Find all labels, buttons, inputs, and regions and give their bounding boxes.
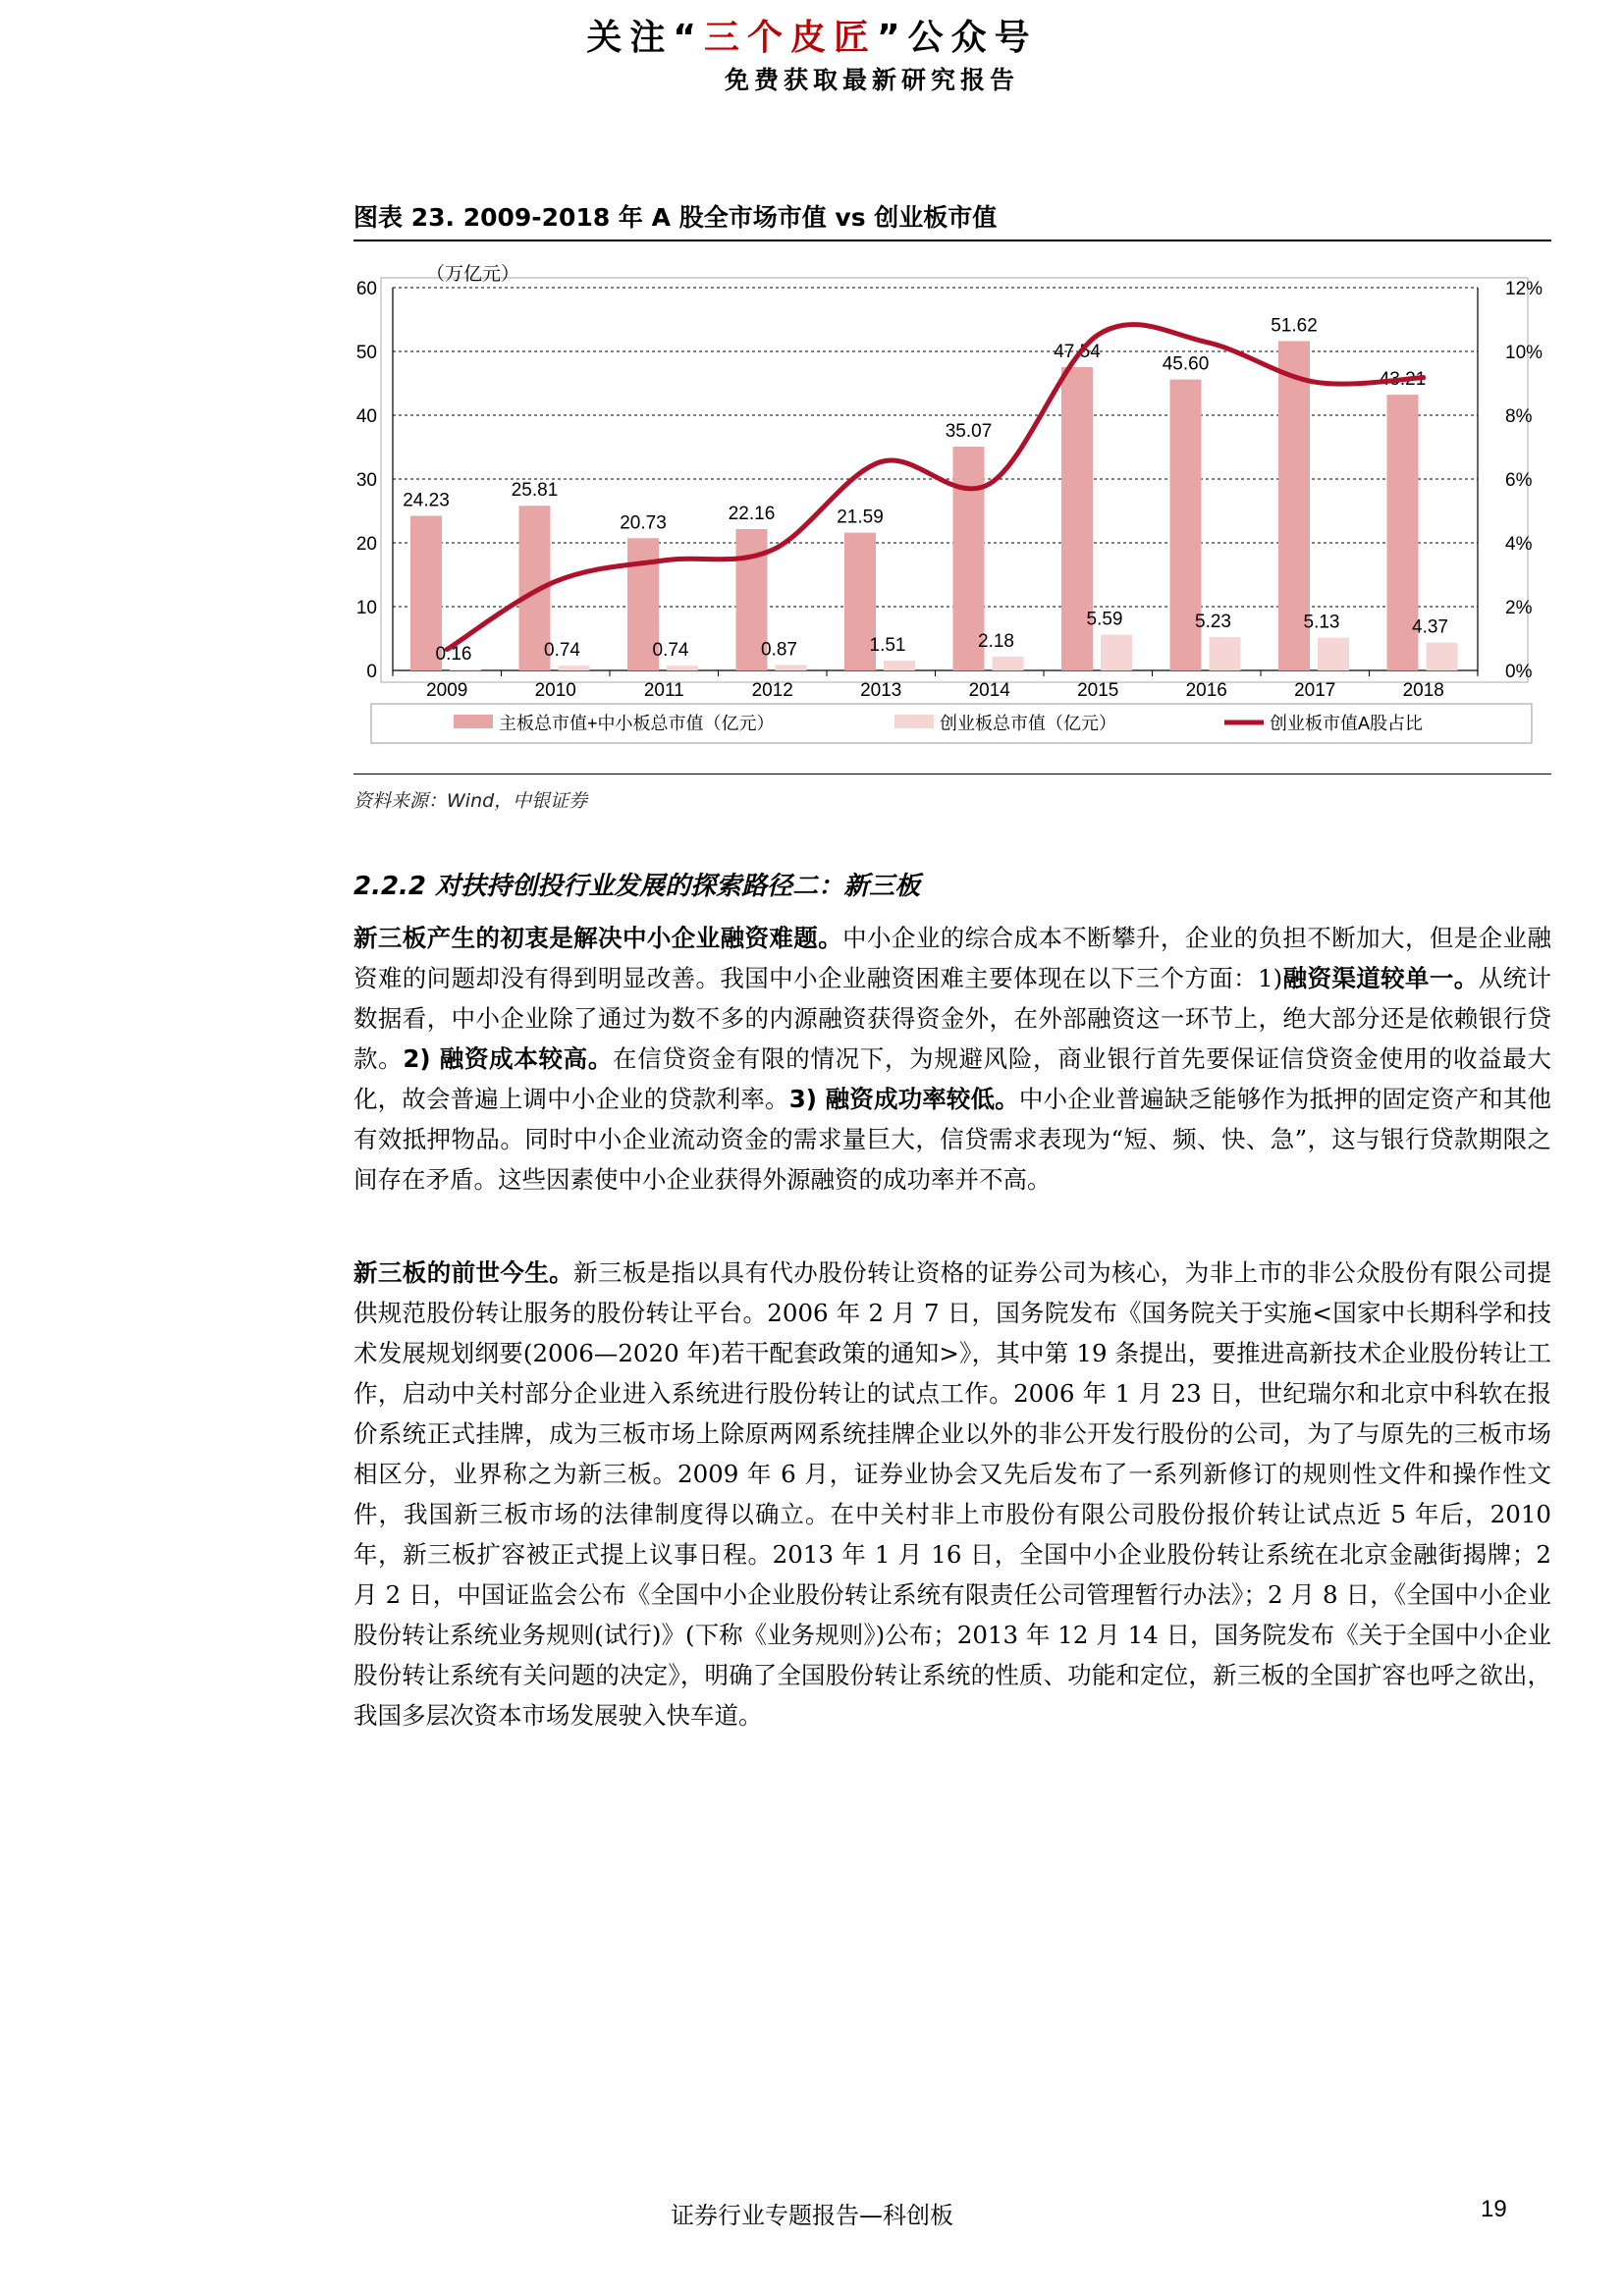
banner-subtitle: 免费获取最新研究报告	[724, 66, 1019, 94]
bar-main-label: 20.73	[620, 512, 667, 534]
bar-chinext-label: 0.74	[652, 640, 689, 662]
bar-chinext-label: 5.59	[1086, 609, 1123, 630]
body-text-2	[353, 1253, 1551, 1753]
bar-main-label: 25.81	[511, 480, 559, 502]
bold-run: 新三板的前世今生。	[353, 1258, 574, 1287]
y-left-tick-label: 60	[355, 279, 377, 299]
bar-main-label: 45.60	[1162, 353, 1210, 375]
bar-main-label: 47.54	[1054, 341, 1101, 362]
bar-chinext	[1101, 635, 1132, 670]
bar-chinext-label: 4.37	[1412, 616, 1448, 638]
legend-swatch-main	[454, 715, 493, 728]
bar-chinext	[667, 666, 698, 670]
y-right-tick-label: 8%	[1505, 406, 1533, 427]
y-right-tick-label: 2%	[1505, 598, 1533, 618]
legend-label-chinext: 创业板总市值（亿元）	[940, 714, 1116, 733]
y-left-tick-label: 40	[355, 406, 377, 427]
banner-prefix: 关注“	[586, 18, 704, 58]
y-right-tick-label: 4%	[1505, 534, 1533, 555]
y-right-tick-label: 10%	[1505, 343, 1543, 363]
y-right-tick-label: 6%	[1505, 470, 1533, 491]
text-run: 中小企业的综合成本不断攀升，企业的负担不断加大，但是企业融资难的问题却没有得到明显改善。我国中小企业融资困难主要体现在以下三个方面：1)	[353, 924, 1551, 992]
legend-swatch-chinext	[894, 715, 934, 728]
figure-top-rule	[353, 240, 1551, 241]
y-left-tick-label: 50	[355, 343, 377, 363]
text-run: 中小企业普遍缺乏能够作为抵押的固定资产和其他有效抵押物品。同时中小企业流动资金的需求量巨大，信贷需求表现为“短、频、快、急”，这与银行贷款期限之间存在矛盾。这些因素使中小企业获得外源融资的成功率并不高。	[353, 1085, 1552, 1194]
bar-main-label: 35.07	[945, 421, 993, 443]
x-tick-label: 2016	[1185, 680, 1227, 701]
body-text-1	[353, 918, 1551, 1217]
section-heading: 2.2.2 对扶持创投行业发展的探索路径二：新三板	[353, 872, 921, 901]
y-left-tick-label: 10	[355, 598, 377, 618]
x-tick-label: 2014	[968, 680, 1010, 701]
footer-title: 证券行业专题报告—科创板	[671, 2202, 953, 2229]
bold-run: 2) 融资成本较高。	[403, 1044, 614, 1073]
bold-run: 融资渠道较单一。	[1282, 964, 1479, 992]
y-left-tick-label: 30	[355, 470, 377, 491]
chart	[353, 250, 1551, 761]
figure-title: 图表 23. 2009-2018 年 A 股全市场市值 vs 创业板市值	[353, 203, 998, 232]
bar-chinext-label: 0.87	[761, 639, 797, 661]
bar-chinext	[1427, 643, 1458, 670]
bar-main-label: 22.16	[728, 503, 776, 524]
figure-source: 资料来源：Wind，中银证券	[353, 790, 588, 812]
page-number: 19	[1481, 2196, 1507, 2222]
x-tick-label: 2011	[643, 680, 684, 701]
bar-chinext-label: 5.13	[1303, 612, 1340, 633]
y-right-tick-label: 12%	[1505, 279, 1543, 299]
paragraph	[353, 918, 1551, 1200]
bar-chinext-label: 0.74	[544, 640, 580, 662]
paragraph	[353, 1253, 1551, 1735]
x-tick-label: 2009	[426, 680, 468, 701]
bar-chinext	[776, 665, 807, 670]
y-unit-label: （万亿元）	[426, 264, 520, 285]
y-left-tick-label: 0	[366, 662, 377, 682]
x-tick-label: 2010	[534, 680, 576, 701]
bar-chinext	[559, 666, 590, 670]
bar-chinext-label: 0.16	[435, 643, 472, 665]
bar-chinext	[450, 669, 481, 670]
banner-highlight: 三个皮匠	[703, 18, 877, 58]
bar-main-label: 21.59	[837, 507, 884, 528]
legend-label-main: 主板总市值+中小板总市值（亿元）	[499, 714, 775, 733]
bar-chinext	[1210, 637, 1241, 670]
bar-chinext	[884, 661, 915, 670]
bar-main-label: 24.23	[403, 490, 450, 511]
text-run: 从统计数据看，中小企业除了通过为数不多的内源融资获得资金外，在外部融资这一环节上，绝大部分还是依赖银行贷款。	[353, 964, 1552, 1073]
x-tick-label: 2015	[1077, 680, 1119, 701]
bar-chinext-label: 2.18	[978, 630, 1014, 652]
legend-label-ratio: 创业板市值A股占比	[1270, 714, 1424, 733]
text-run: 在信贷资金有限的情况下，为规避风险，商业银行首先要保证信贷资金使用的收益最大化，故会普遍上调中小企业的贷款利率。	[353, 1044, 1552, 1113]
bold-run: 新三板产生的初衷是解决中小企业融资难题。	[353, 924, 843, 952]
x-tick-label: 2017	[1294, 680, 1336, 701]
y-left-tick-label: 20	[355, 534, 377, 555]
bar-chinext	[1318, 638, 1349, 670]
text-run: 新三板是指以具有代办股份转让资格的证券公司为核心，为非上市的非公众股份有限公司提供规范股份转让服务的股份转让平台。2006 年 2 月 7 日，国务院发布《国务院关于实施<国家中长期科学和技术发展规划纲要(2006—2020 年)若干配套政策的通知>》，其中第 19 条提出，要推进高新技术企业股份转让工作，启动中关村部分企业进入系统进行股份转让的试点工作。2006 年 1 月 23 日，世纪瑞尔和北京中科软在报价系统正式挂牌，成为三板市场上除原两网系统挂牌企业以外的非公开发行股份的公司，为了与原先的三板市场相区分，业界称之为新三板。2009 年 6 月，证券业协会又先后发布了一系列新修订的规则性文件和操作性文件，我国新三板市场的法律制度得以确立。在中关村非上市股份有限公司股份报价转让试点近 5 年后，2010 年，新三板扩容被正式提上议事日程。2013 年 1 月 16 日，全国中小企业股份转让系统在北京金融街揭牌；2 月 2 日，中国证监会公布《全国中小企业股份转让系统有限责任公司管理暂行办法》；2 月 8 日，《全国中小企业股份转让系统业务规则(试行)》(下称《业务规则》)公布；2013 年 12 月 14 日，国务院发布《关于全国中小企业股份转让系统有关问题的决定》，明确了全国股份转让系统的性质、功能和定位，新三板的全国扩容也呼之欲出，我国多层次资本市场发展驶入快车道。	[353, 1258, 1551, 1730]
bar-chinext-label: 1.51	[869, 635, 906, 657]
bar-main-label: 43.21	[1379, 369, 1427, 391]
bold-run: 3) 融资成功率较低。	[788, 1085, 1019, 1113]
x-tick-label: 2018	[1402, 680, 1444, 701]
y-right-tick-label: 0%	[1505, 662, 1533, 682]
banner-suffix: ”公众号	[877, 18, 1038, 58]
bar-chinext	[993, 657, 1024, 670]
bar-main-label: 51.62	[1271, 315, 1318, 337]
banner-title	[0, 10, 1624, 60]
ratio-line	[447, 325, 1424, 650]
x-tick-label: 2013	[860, 680, 902, 701]
bar-chinext-label: 5.23	[1195, 612, 1231, 633]
x-tick-label: 2012	[751, 680, 793, 701]
